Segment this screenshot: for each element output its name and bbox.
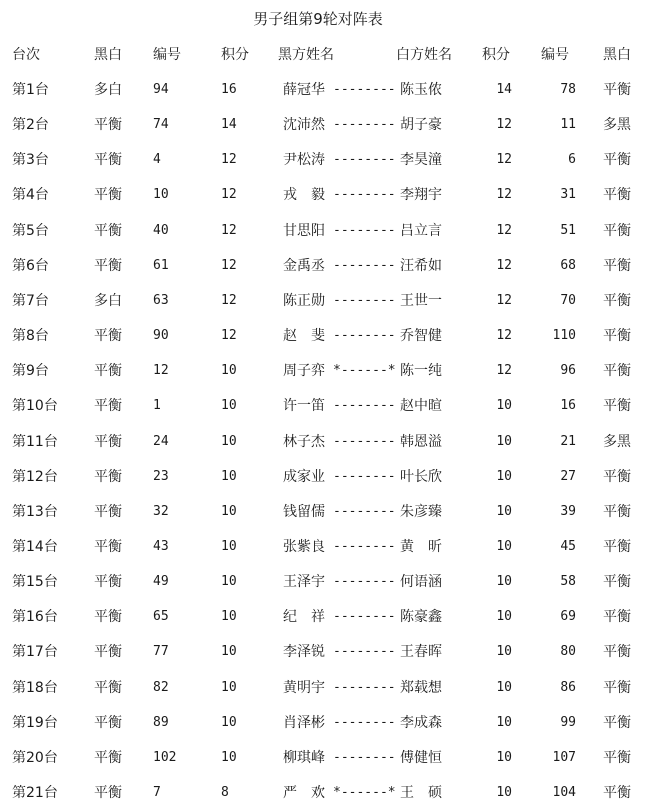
board-cell: 第1台 xyxy=(12,82,49,98)
separator-cell: -------- xyxy=(333,398,396,413)
black-pts-cell: 8 xyxy=(221,785,229,800)
color-left-cell: 平衡 xyxy=(94,117,122,133)
white-no-cell: 6 xyxy=(568,152,576,167)
black-no-cell: 40 xyxy=(153,223,169,238)
table-row xyxy=(0,641,650,663)
color-right-cell: 平衡 xyxy=(603,539,631,555)
white-name-cell: 乔智健 xyxy=(400,328,442,344)
white-pts-cell: 12 xyxy=(496,328,512,343)
black-no-cell: 4 xyxy=(153,152,161,167)
color-left-cell: 平衡 xyxy=(94,609,122,625)
board-cell: 第14台 xyxy=(12,539,58,555)
color-right-cell: 平衡 xyxy=(603,187,631,203)
black-name-cell: 金禹丞 xyxy=(283,258,325,274)
separator-cell: -------- xyxy=(333,293,396,308)
white-name-cell: 陈玉侬 xyxy=(400,82,442,98)
white-no-cell: 69 xyxy=(560,609,576,624)
white-name-cell: 黄 昕 xyxy=(400,539,442,555)
board-cell: 第18台 xyxy=(12,680,58,696)
black-no-cell: 89 xyxy=(153,715,169,730)
color-left-cell: 平衡 xyxy=(94,574,122,590)
white-pts-cell: 12 xyxy=(496,187,512,202)
table-row xyxy=(0,184,650,206)
table-row xyxy=(0,290,650,312)
white-no-cell: 51 xyxy=(560,223,576,238)
black-name-cell: 严 欢 xyxy=(283,785,325,801)
color-right-cell: 平衡 xyxy=(603,293,631,309)
white-pts-cell: 10 xyxy=(496,715,512,730)
black-pts-cell: 10 xyxy=(221,574,237,589)
black-pts-cell: 10 xyxy=(221,469,237,484)
white-pts-cell: 10 xyxy=(496,680,512,695)
white-no-cell: 70 xyxy=(560,293,576,308)
white-no-cell: 45 xyxy=(560,539,576,554)
white-no-cell: 21 xyxy=(560,434,576,449)
color-right-cell: 平衡 xyxy=(603,785,631,801)
white-name-cell: 何语涵 xyxy=(400,574,442,590)
black-pts-cell: 10 xyxy=(221,539,237,554)
color-right-cell: 多黑 xyxy=(603,434,631,450)
white-no-cell: 99 xyxy=(560,715,576,730)
color-left-cell: 多白 xyxy=(94,82,122,98)
table-row xyxy=(0,747,650,769)
separator-cell: *------* xyxy=(333,363,396,378)
black-pts-cell: 12 xyxy=(221,258,237,273)
white-pts-cell: 10 xyxy=(496,398,512,413)
white-no-cell: 110 xyxy=(552,328,576,343)
color-right-cell: 平衡 xyxy=(603,574,631,590)
color-right-cell: 平衡 xyxy=(603,398,631,414)
header-white-no: 编号 xyxy=(541,47,569,63)
separator-cell: -------- xyxy=(333,504,396,519)
white-name-cell: 叶长欣 xyxy=(400,469,442,485)
white-pts-cell: 14 xyxy=(496,82,512,97)
black-no-cell: 102 xyxy=(153,750,177,765)
color-right-cell: 平衡 xyxy=(603,223,631,239)
header-board: 台次 xyxy=(12,47,40,63)
black-pts-cell: 12 xyxy=(221,328,237,343)
color-right-cell: 平衡 xyxy=(603,504,631,520)
white-pts-cell: 10 xyxy=(496,785,512,800)
board-cell: 第20台 xyxy=(12,750,58,766)
separator-cell: -------- xyxy=(333,434,396,449)
white-name-cell: 吕立言 xyxy=(400,223,442,239)
black-name-cell: 张紫良 xyxy=(283,539,325,555)
color-right-cell: 平衡 xyxy=(603,363,631,379)
header-black-no: 编号 xyxy=(153,47,181,63)
white-no-cell: 16 xyxy=(560,398,576,413)
white-name-cell: 傅健恒 xyxy=(400,750,442,766)
separator-cell: -------- xyxy=(333,328,396,343)
black-name-cell: 戎 毅 xyxy=(283,187,325,203)
black-name-cell: 沈沛然 xyxy=(283,117,325,133)
color-right-cell: 平衡 xyxy=(603,469,631,485)
table-row xyxy=(0,325,650,347)
board-cell: 第12台 xyxy=(12,469,58,485)
white-no-cell: 107 xyxy=(552,750,576,765)
white-pts-cell: 10 xyxy=(496,539,512,554)
white-pts-cell: 10 xyxy=(496,574,512,589)
color-left-cell: 平衡 xyxy=(94,152,122,168)
black-no-cell: 43 xyxy=(153,539,169,554)
black-no-cell: 1 xyxy=(153,398,161,413)
white-name-cell: 陈一纯 xyxy=(400,363,442,379)
separator-cell: -------- xyxy=(333,469,396,484)
white-pts-cell: 10 xyxy=(496,644,512,659)
black-name-cell: 钱留儒 xyxy=(283,504,325,520)
black-pts-cell: 10 xyxy=(221,363,237,378)
table-row xyxy=(0,571,650,593)
black-pts-cell: 14 xyxy=(221,117,237,132)
board-cell: 第8台 xyxy=(12,328,49,344)
header-color-right: 黑白 xyxy=(603,47,631,63)
white-no-cell: 58 xyxy=(560,574,576,589)
white-name-cell: 王世一 xyxy=(400,293,442,309)
white-no-cell: 104 xyxy=(552,785,576,800)
white-name-cell: 朱彦臻 xyxy=(400,504,442,520)
table-row xyxy=(0,677,650,699)
black-pts-cell: 10 xyxy=(221,398,237,413)
black-no-cell: 90 xyxy=(153,328,169,343)
black-no-cell: 32 xyxy=(153,504,169,519)
color-right-cell: 平衡 xyxy=(603,152,631,168)
black-no-cell: 94 xyxy=(153,82,169,97)
white-name-cell: 胡子豪 xyxy=(400,117,442,133)
table-row xyxy=(0,220,650,242)
black-pts-cell: 12 xyxy=(221,223,237,238)
board-cell: 第5台 xyxy=(12,223,49,239)
color-left-cell: 平衡 xyxy=(94,434,122,450)
black-name-cell: 赵 斐 xyxy=(283,328,325,344)
table-row xyxy=(0,149,650,171)
page-title-text: 男子组第9轮对阵表 xyxy=(253,10,383,28)
header-black-pts: 积分 xyxy=(221,47,249,63)
color-right-cell: 多黑 xyxy=(603,117,631,133)
color-right-cell: 平衡 xyxy=(603,609,631,625)
black-name-cell: 黄明宇 xyxy=(283,680,325,696)
black-pts-cell: 10 xyxy=(221,750,237,765)
separator-cell: *------* xyxy=(333,785,396,800)
table-row xyxy=(0,79,650,101)
white-pts-cell: 10 xyxy=(496,609,512,624)
board-cell: 第7台 xyxy=(12,293,49,309)
white-name-cell: 汪希如 xyxy=(400,258,442,274)
white-pts-cell: 10 xyxy=(496,469,512,484)
white-no-cell: 11 xyxy=(560,117,576,132)
white-no-cell: 31 xyxy=(560,187,576,202)
white-name-cell: 李成森 xyxy=(400,715,442,731)
white-name-cell: 李昊潼 xyxy=(400,152,442,168)
white-pts-cell: 10 xyxy=(496,434,512,449)
white-pts-cell: 10 xyxy=(496,504,512,519)
color-left-cell: 平衡 xyxy=(94,328,122,344)
white-name-cell: 陈豪鑫 xyxy=(400,609,442,625)
black-name-cell: 李泽锐 xyxy=(283,644,325,660)
color-left-cell: 平衡 xyxy=(94,363,122,379)
white-name-cell: 王春晖 xyxy=(400,644,442,660)
black-pts-cell: 10 xyxy=(221,715,237,730)
black-pts-cell: 12 xyxy=(221,293,237,308)
table-row xyxy=(0,501,650,523)
board-cell: 第9台 xyxy=(12,363,49,379)
white-pts-cell: 12 xyxy=(496,152,512,167)
color-left-cell: 平衡 xyxy=(94,785,122,801)
white-pts-cell: 10 xyxy=(496,750,512,765)
white-pts-cell: 12 xyxy=(496,363,512,378)
white-no-cell: 39 xyxy=(560,504,576,519)
separator-cell: -------- xyxy=(333,750,396,765)
separator-cell: -------- xyxy=(333,82,396,97)
color-left-cell: 平衡 xyxy=(94,469,122,485)
black-no-cell: 12 xyxy=(153,363,169,378)
black-pts-cell: 12 xyxy=(221,187,237,202)
separator-cell: -------- xyxy=(333,117,396,132)
black-no-cell: 61 xyxy=(153,258,169,273)
black-name-cell: 薛冠华 xyxy=(283,82,325,98)
white-no-cell: 27 xyxy=(560,469,576,484)
color-left-cell: 平衡 xyxy=(94,539,122,555)
white-name-cell: 韩恩溢 xyxy=(400,434,442,450)
color-right-cell: 平衡 xyxy=(603,82,631,98)
separator-cell: -------- xyxy=(333,574,396,589)
black-no-cell: 65 xyxy=(153,609,169,624)
color-right-cell: 平衡 xyxy=(603,715,631,731)
black-name-cell: 王泽宇 xyxy=(283,574,325,590)
black-pts-cell: 10 xyxy=(221,644,237,659)
color-right-cell: 平衡 xyxy=(603,328,631,344)
white-no-cell: 86 xyxy=(560,680,576,695)
white-no-cell: 80 xyxy=(560,644,576,659)
white-no-cell: 68 xyxy=(560,258,576,273)
black-pts-cell: 10 xyxy=(221,434,237,449)
board-cell: 第15台 xyxy=(12,574,58,590)
board-cell: 第13台 xyxy=(12,504,58,520)
black-no-cell: 23 xyxy=(153,469,169,484)
black-no-cell: 77 xyxy=(153,644,169,659)
black-no-cell: 63 xyxy=(153,293,169,308)
black-pts-cell: 12 xyxy=(221,152,237,167)
page-title xyxy=(0,9,650,29)
white-no-cell: 78 xyxy=(560,82,576,97)
color-right-cell: 平衡 xyxy=(603,258,631,274)
table-row xyxy=(0,114,650,136)
table-row xyxy=(0,606,650,628)
black-no-cell: 7 xyxy=(153,785,161,800)
black-no-cell: 82 xyxy=(153,680,169,695)
table-row xyxy=(0,431,650,453)
separator-cell: -------- xyxy=(333,715,396,730)
white-name-cell: 郑载想 xyxy=(400,680,442,696)
color-right-cell: 平衡 xyxy=(603,680,631,696)
black-no-cell: 74 xyxy=(153,117,169,132)
color-left-cell: 平衡 xyxy=(94,644,122,660)
board-cell: 第10台 xyxy=(12,398,58,414)
black-name-cell: 周子弈 xyxy=(283,363,325,379)
color-right-cell: 平衡 xyxy=(603,644,631,660)
white-name-cell: 王 硕 xyxy=(400,785,442,801)
board-cell: 第16台 xyxy=(12,609,58,625)
table-row xyxy=(0,712,650,734)
black-pts-cell: 10 xyxy=(221,680,237,695)
board-cell: 第3台 xyxy=(12,152,49,168)
color-left-cell: 平衡 xyxy=(94,223,122,239)
board-cell: 第11台 xyxy=(12,434,58,450)
header-white-pts: 积分 xyxy=(482,47,510,63)
white-pts-cell: 12 xyxy=(496,293,512,308)
black-name-cell: 成家业 xyxy=(283,469,325,485)
black-name-cell: 陈正勋 xyxy=(283,293,325,309)
table-row xyxy=(0,360,650,382)
separator-cell: -------- xyxy=(333,187,396,202)
header-black-name: 黑方姓名 xyxy=(278,47,334,63)
table-row xyxy=(0,782,650,804)
black-name-cell: 肖泽彬 xyxy=(283,715,325,731)
color-right-cell: 平衡 xyxy=(603,750,631,766)
white-name-cell: 李翔宇 xyxy=(400,187,442,203)
black-name-cell: 林子杰 xyxy=(283,434,325,450)
table-row xyxy=(0,395,650,417)
board-cell: 第19台 xyxy=(12,715,58,731)
black-pts-cell: 10 xyxy=(221,609,237,624)
table-row xyxy=(0,255,650,277)
color-left-cell: 平衡 xyxy=(94,504,122,520)
white-pts-cell: 12 xyxy=(496,117,512,132)
separator-cell: -------- xyxy=(333,539,396,554)
header-white-name: 白方姓名 xyxy=(396,47,452,63)
white-pts-cell: 12 xyxy=(496,258,512,273)
color-left-cell: 平衡 xyxy=(94,187,122,203)
black-name-cell: 许一笛 xyxy=(283,398,325,414)
color-left-cell: 平衡 xyxy=(94,680,122,696)
separator-cell: -------- xyxy=(333,152,396,167)
separator-cell: -------- xyxy=(333,223,396,238)
header-color-left: 黑白 xyxy=(94,47,122,63)
separator-cell: -------- xyxy=(333,680,396,695)
separator-cell: -------- xyxy=(333,644,396,659)
board-cell: 第4台 xyxy=(12,187,49,203)
table-header xyxy=(0,44,650,66)
black-name-cell: 甘思阳 xyxy=(283,223,325,239)
board-cell: 第6台 xyxy=(12,258,49,274)
color-left-cell: 平衡 xyxy=(94,750,122,766)
white-no-cell: 96 xyxy=(560,363,576,378)
color-left-cell: 平衡 xyxy=(94,715,122,731)
black-no-cell: 24 xyxy=(153,434,169,449)
color-left-cell: 多白 xyxy=(94,293,122,309)
black-name-cell: 尹松涛 xyxy=(283,152,325,168)
table-row xyxy=(0,466,650,488)
board-cell: 第17台 xyxy=(12,644,58,660)
black-name-cell: 纪 祥 xyxy=(283,609,325,625)
black-pts-cell: 16 xyxy=(221,82,237,97)
board-cell: 第21台 xyxy=(12,785,58,801)
black-no-cell: 10 xyxy=(153,187,169,202)
color-left-cell: 平衡 xyxy=(94,258,122,274)
black-pts-cell: 10 xyxy=(221,504,237,519)
black-name-cell: 柳琪峰 xyxy=(283,750,325,766)
separator-cell: -------- xyxy=(333,258,396,273)
board-cell: 第2台 xyxy=(12,117,49,133)
white-name-cell: 赵中暄 xyxy=(400,398,442,414)
separator-cell: -------- xyxy=(333,609,396,624)
color-left-cell: 平衡 xyxy=(94,398,122,414)
black-no-cell: 49 xyxy=(153,574,169,589)
white-pts-cell: 12 xyxy=(496,223,512,238)
table-row xyxy=(0,536,650,558)
